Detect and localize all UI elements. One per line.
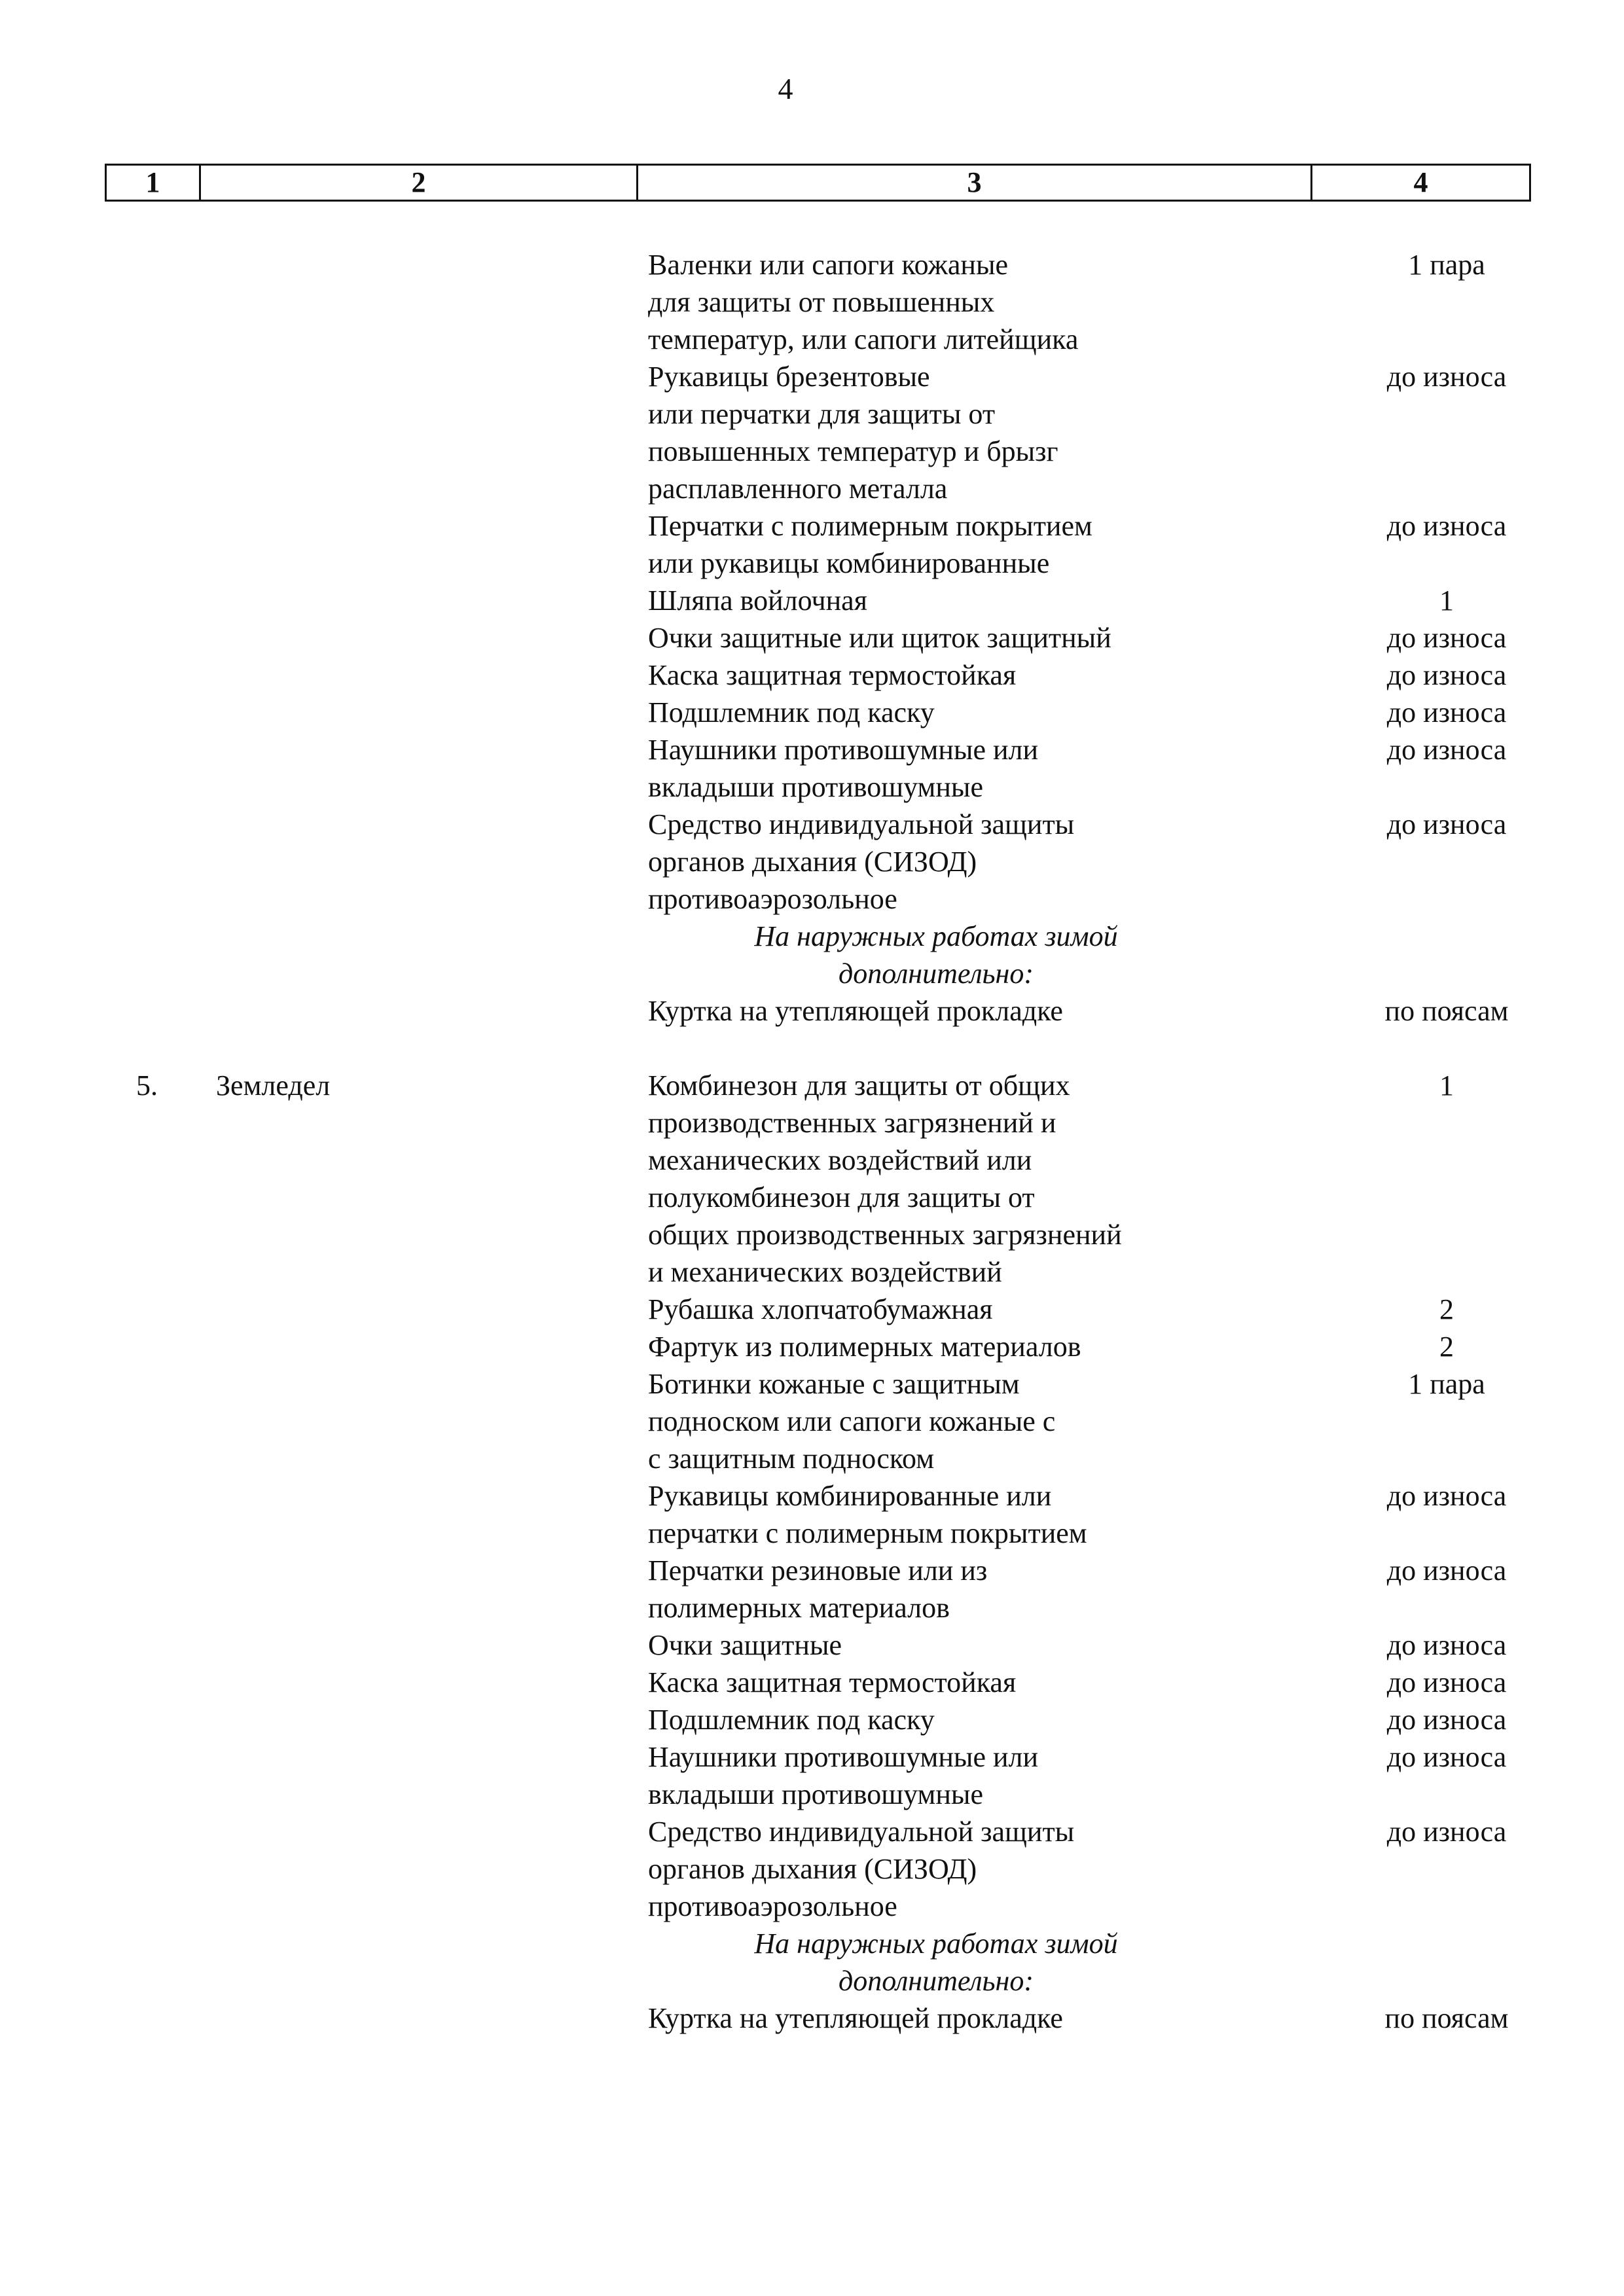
item-name-line: Рубашка хлопчатобумажная (648, 1293, 993, 1325)
column-header-row (106, 165, 1530, 201)
winter-note-line: дополнительно: (838, 958, 1034, 990)
item-name (648, 806, 1224, 918)
issue-norm: до износа (1386, 734, 1507, 766)
issue-norm: 1 пара (1408, 1368, 1485, 1400)
item-name-line: Каска защитная термостойкая (648, 659, 1017, 691)
item-name (648, 1701, 1224, 1738)
issue-norm: до износа (1386, 1629, 1507, 1661)
issue-norm: по поясам (1384, 2002, 1509, 2034)
issue-norm: до износа (1386, 622, 1507, 654)
column-header-4: 4 (1312, 165, 1530, 201)
column-header-2: 2 (200, 165, 638, 201)
winter-note-line: На наружных работах зимой (754, 1928, 1118, 1960)
issue-norm: 1 (1439, 584, 1454, 617)
item-name-line: расплавленного металла (648, 473, 948, 505)
item-name (648, 582, 1224, 619)
issue-norm: до износа (1386, 361, 1507, 393)
item-name-line: Очки защитные или щиток защитный (648, 622, 1111, 654)
item-name (648, 1813, 1224, 1925)
item-name-line: Перчатки с полимерным покрытием (648, 510, 1092, 542)
page-number: 4 (778, 72, 793, 105)
winter-note (648, 1925, 1224, 2000)
item-name-line: перчатки с полимерным покрытием (648, 1517, 1087, 1549)
issue-norm: 2 (1439, 1293, 1454, 1325)
item-name-line: Рукавицы брезентовые (648, 361, 930, 393)
item-name-line: Перчатки резиновые или из (648, 1554, 988, 1587)
item-name-line: общих производственных загрязнений (648, 1219, 1122, 1251)
item-name (648, 731, 1224, 806)
item-name-line: Ботинки кожаные с защитным (648, 1368, 1020, 1400)
item-name-line: Рукавицы комбинированные или (648, 1480, 1052, 1512)
item-name-line: Шляпа войлочная (648, 584, 867, 617)
item-name (648, 358, 1224, 507)
column-header-1: 1 (106, 165, 200, 201)
column-header-table (105, 164, 1531, 202)
item-name-line: противоаэрозольное (648, 883, 897, 915)
issue-norm: до износа (1386, 510, 1507, 542)
item-name-line: Средство индивидуальной защиты (648, 1816, 1075, 1848)
item-name (648, 619, 1224, 656)
item-name (648, 1328, 1224, 1365)
item-name (648, 1291, 1224, 1328)
item-name-line: Наушники противошумные или (648, 1741, 1039, 1773)
winter-note-line: На наружных работах зимой (754, 920, 1118, 952)
item-name-line: Фартук из полимерных материалов (648, 1331, 1081, 1363)
item-name-line: механических воздействий или (648, 1144, 1032, 1176)
item-name (648, 1738, 1224, 1813)
item-name (648, 1067, 1224, 1291)
issue-norm: по поясам (1384, 995, 1509, 1027)
issue-norm: до износа (1386, 1741, 1507, 1773)
issue-norm: до износа (1386, 1480, 1507, 1512)
profession-name: Земледел (216, 1069, 331, 1102)
item-name-line: вкладыши противошумные (648, 1778, 984, 1810)
item-name-line: производственных загрязнений и (648, 1107, 1056, 1139)
item-name-line: органов дыхания (СИЗОД) (648, 846, 977, 878)
item-name-line: и механических воздействий (648, 1256, 1002, 1288)
item-name-line: Очки защитные (648, 1629, 842, 1661)
item-name (648, 1365, 1224, 1477)
issue-norm: до износа (1386, 1816, 1507, 1848)
item-name (648, 1664, 1224, 1701)
item-name-line: с защитным подноском (648, 1443, 935, 1475)
item-name (648, 1552, 1224, 1626)
item-name: Куртка на утепляющей прокладке (648, 995, 1063, 1027)
item-name-line: вкладыши противошумные (648, 771, 984, 803)
item-name (648, 656, 1224, 694)
issue-norm: 1 пара (1408, 249, 1485, 281)
item-name-line: или перчатки для защиты от (648, 398, 996, 430)
item-name-line: повышенных температур и брызг (648, 435, 1058, 467)
issue-norm: до износа (1386, 808, 1507, 840)
item-name: Куртка на утепляющей прокладке (648, 2002, 1063, 2034)
item-name-line: температур, или сапоги литейщика (648, 323, 1079, 355)
item-name (648, 694, 1224, 731)
item-name-line: для защиты от повышенных (648, 286, 995, 318)
item-name (648, 507, 1224, 582)
item-name-line: Наушники противошумные или (648, 734, 1039, 766)
item-name (648, 246, 1224, 358)
issue-norm: до износа (1386, 1554, 1507, 1587)
item-name-line: Подшлемник под каску (648, 696, 935, 728)
winter-note (648, 918, 1224, 992)
column-header-3: 3 (638, 165, 1312, 201)
item-name-line: полимерных материалов (648, 1592, 950, 1624)
issue-norm: до износа (1386, 1704, 1507, 1736)
issue-norm: 1 (1439, 1069, 1454, 1102)
item-name-line: противоаэрозольное (648, 1890, 897, 1922)
item-name-line: полукомбинезон для защиты от (648, 1181, 1035, 1213)
issue-norm: до износа (1386, 1666, 1507, 1698)
item-name (648, 1626, 1224, 1664)
winter-note-line: дополнительно: (838, 1965, 1034, 1997)
item-name-line: Средство индивидуальной защиты (648, 808, 1075, 840)
issue-norm: до износа (1386, 696, 1507, 728)
issue-norm: до износа (1386, 659, 1507, 691)
profession-number: 5. (136, 1069, 158, 1102)
item-name-line: или рукавицы комбинированные (648, 547, 1050, 579)
item-name-line: Комбинезон для защиты от общих (648, 1069, 1070, 1102)
item-name (648, 1477, 1224, 1552)
issue-norm: 2 (1439, 1331, 1454, 1363)
item-name-line: Подшлемник под каску (648, 1704, 935, 1736)
item-name-line: Валенки или сапоги кожаные (648, 249, 1009, 281)
item-name-line: подноском или сапоги кожаные с (648, 1405, 1056, 1437)
item-name-line: Каска защитная термостойкая (648, 1666, 1017, 1698)
item-name-line: органов дыхания (СИЗОД) (648, 1853, 977, 1885)
